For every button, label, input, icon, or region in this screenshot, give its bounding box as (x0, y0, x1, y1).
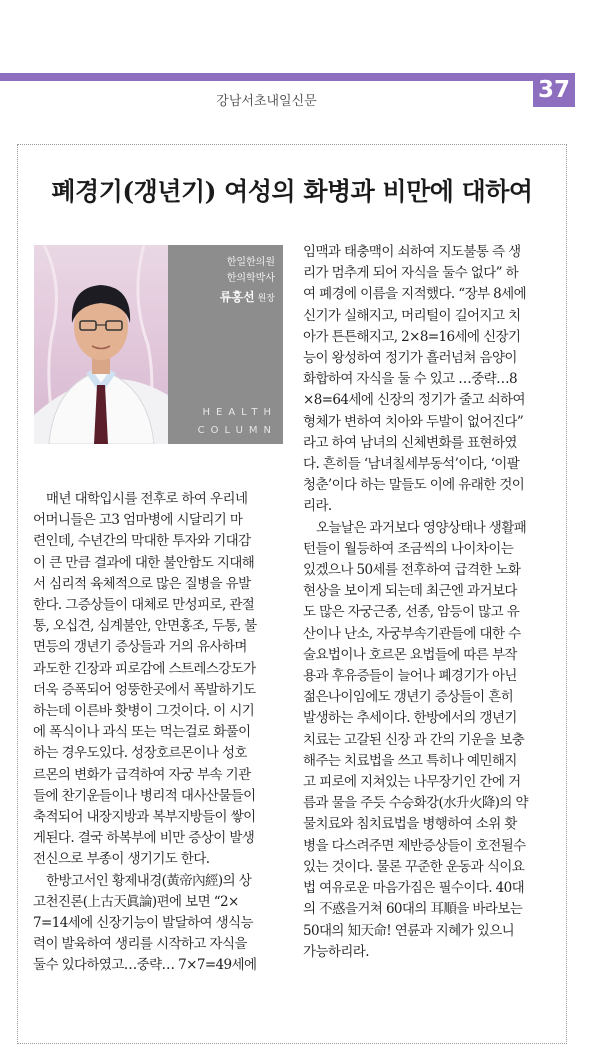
author-position: 원장 (257, 294, 275, 304)
body-line: 면등의 갱년기 증상들과 거의 유사하며 (33, 639, 247, 656)
body-line: 라고 하여 남녀의 신체변화를 표현하였 (303, 434, 517, 451)
body-line: 둘수 있다하였고…중략… 7×7=49세에 (33, 957, 257, 974)
column-label-column: COLUMN (197, 425, 277, 436)
body-line: 더욱 증폭되어 엉뚱한곳에서 폭발하기도 (33, 681, 256, 698)
newspaper-name: 강남서초내일신문 (216, 94, 317, 109)
body-line: 현상을 보이게 되는데 최근엔 과거보다 (303, 583, 517, 600)
body-line: 법 여유로운 마음가짐은 필수이다. 40대 (303, 880, 525, 897)
body-line: ×8=64세에 신장의 정기가 줄고 쇠하여 (303, 392, 525, 409)
body-line: 아가 튼튼해지고, 2×8=16세에 신장기 (303, 328, 521, 345)
body-line: 력이 발육하여 생리를 시작하고 자식을 (33, 936, 247, 953)
body-line: 이 큰 만큼 결과에 대한 불안함도 지대해 (33, 554, 255, 571)
body-line: 름과 물을 주듯 수승화강(水升火降)의 약 (303, 795, 528, 812)
body-line: 통, 오십견, 심계불안, 안면홍조, 두통, 불 (33, 618, 257, 635)
author-portrait-image (34, 245, 168, 444)
body-line: 신기가 실해지고, 머리털이 길어지고 치 (303, 307, 521, 324)
body-line: 고천진론(上古天眞論)편에 보면 “2× (33, 893, 239, 910)
body-line: 병을 다스려주면 제반증상들이 호전될수 (303, 837, 526, 854)
body-line: 리라. (303, 498, 332, 515)
body-line: 가능하리라. (303, 943, 369, 960)
body-line: 술요법이나 호르몬 요법들에 따른 부작 (303, 646, 517, 663)
body-line: 한다. 그증상들이 대체로 만성피로, 관절 (33, 597, 255, 614)
body-line: 턴들이 월등하여 조금씩의 나이차이는 (303, 540, 514, 557)
body-line: 임맥과 태충맥이 쇠하여 지도불통 즉 생 (303, 244, 521, 260)
body-line: 치료는 고갈된 신장 과 간의 기운을 보충 (303, 731, 525, 748)
author-name-line (220, 288, 275, 305)
body-line: 산이나 난소, 자궁부속기관들에 대한 수 (303, 625, 521, 642)
author-degree: 한의학박사 (226, 273, 275, 284)
body-line: 발생하는 추세이다. 한방에서의 갱년기 (303, 710, 517, 727)
body-line: 7=14세에 신장기능이 발달하여 생식능 (33, 915, 253, 932)
body-line: 하는데 이른바 홧병이 그것이다. 이 시기 (33, 703, 255, 720)
body-line: 청춘’이다 하는 말들도 이에 유래한 것이 (303, 477, 525, 494)
body-line: 있겠으나 50세를 전후하여 급격한 노화 (303, 562, 521, 579)
body-line: 한방고서인 황제내경(黃帝內經)의 상 (46, 872, 252, 889)
body-line: 어머니들은 고3 엄마병에 시달리기 마 (33, 512, 243, 529)
body-line: 에 폭식이나 과식 또는 먹는걸로 화풀이 (33, 724, 251, 741)
article-body-left-column (33, 489, 287, 977)
body-line: 젊은나이임에도 갱년기 증상들이 흔히 (303, 689, 514, 706)
body-line: 의 不惑을거쳐 60대의 耳順을 바라보는 (303, 901, 523, 918)
header-accent-bar (0, 73, 533, 81)
body-line: 고 피로에 지쳐있는 나무장기인 간에 거 (303, 774, 521, 791)
body-line: 리가 멈추게 되어 자식을 둘수 없다” 하 (303, 265, 519, 282)
body-line: 능이 왕성하여 정기가 흘러넘쳐 음양이 (303, 350, 517, 367)
body-line: 전신으로 부종이 생기기도 한다. (33, 851, 210, 868)
author-name: 류홍선 (219, 290, 255, 304)
body-line: 게된다. 결국 하복부에 비만 증상이 발생 (33, 830, 255, 847)
author-clinic: 한일한의원 (226, 257, 275, 268)
body-line: 오늘날은 과거보다 영양상태나 생활패 (316, 519, 527, 536)
body-line: 르몬의 변화가 급격하여 자궁 부속 기관 (33, 766, 251, 783)
body-line: 련인데, 수년간의 막대한 투자와 기대감 (33, 533, 251, 550)
body-line: 50대의 知天命! 연륜과 지혜가 있으니 (303, 922, 515, 939)
body-line: 형체가 변하여 치아와 두발이 없어진다” (303, 413, 524, 430)
body-line: 다. 흔히들 ‘남녀칠세부동석’이다, ‘이팔 (303, 456, 520, 473)
body-line: 들에 찬기운들이나 병리적 대사산물들이 (33, 787, 256, 804)
body-line: 매년 대학입시를 전후로 하여 우리네 (46, 491, 248, 507)
page-number: 37 (533, 73, 575, 107)
body-line: 여 폐경에 이름을 지적했다. “장부 8세에 (303, 286, 527, 303)
body-line: 축적되어 내장지방과 복부지방들이 쌓이 (33, 809, 256, 826)
body-line: 화합하여 자식을 둘 수 있고 …중략…8 (303, 371, 517, 388)
body-line: 도 많은 자궁근종, 선종, 암등이 많고 유 (303, 604, 520, 621)
body-line: 서 심리적 육체적으로 많은 질병을 유발 (33, 575, 251, 592)
article-body-right-column (303, 242, 565, 963)
body-line: 용과 후유증들이 늘어나 폐경기가 아닌 (303, 668, 517, 685)
body-line: 있는 것이다. 물론 꾸준한 운동과 식이요 (303, 858, 525, 875)
body-line: 하는 경우도있다. 성장호르몬이나 성호 (33, 745, 247, 762)
article-title: 폐경기(갱년기) 여성의 화병과 비만에 대하여 (51, 177, 533, 206)
body-line: 과도한 긴장과 피로감에 스트레스강도가 (33, 660, 256, 677)
body-line: 물치료와 침치료법을 병행하여 소위 홧 (303, 816, 517, 833)
author-photo (34, 245, 168, 444)
column-label-health: HEALTH (202, 407, 277, 418)
author-card (168, 245, 283, 444)
body-line: 해주는 치료법을 쓰고 특히나 예민해지 (303, 752, 517, 769)
